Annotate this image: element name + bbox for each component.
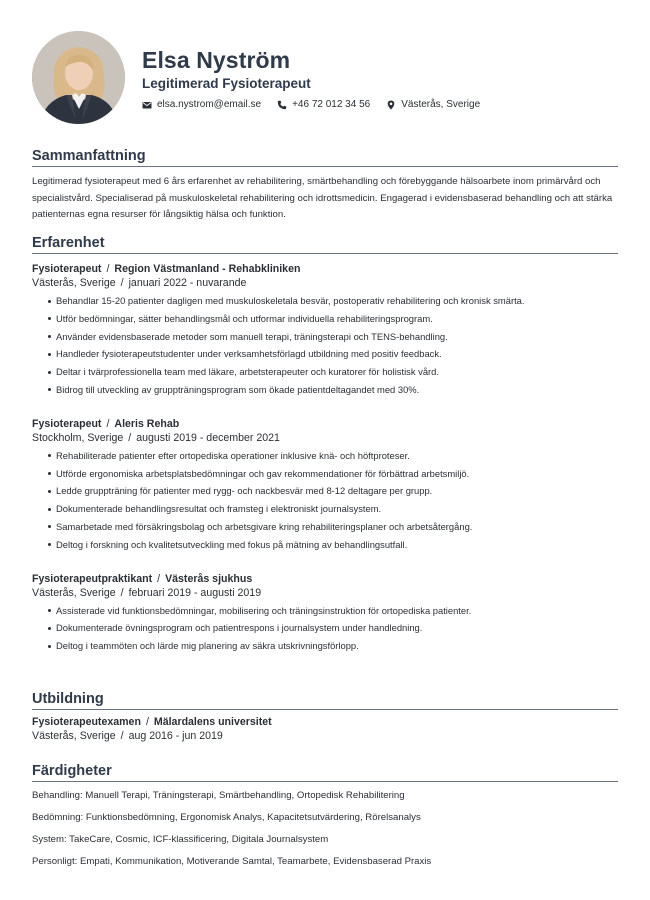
education-section [32,691,618,742]
summary-section [32,148,618,224]
job-employer: Region Västmanland - Rehabkliniken [114,263,301,275]
job-bullets [32,602,618,655]
job-bullets [32,292,618,399]
education-meta-line [32,730,618,742]
email-icon [142,100,152,110]
list-item: Utför bedömningar, sätter behandlingsmål och utformar individuella rehabiliteringsprogram. [48,310,618,328]
education-entry [32,716,618,742]
job-entry [32,573,618,655]
candidate-title: Legitimerad Fysioterapeut [142,76,311,91]
skill-line: System: TakeCare, Cosmic, ICF-klassificering, Digitala Journalsystem [32,834,329,845]
list-item: Handleder fysioterapeutstudenter under verksamhetsförlagd utbildning med positiv feedback. [48,345,618,363]
location-text: Västerås, Sverige [401,99,481,110]
separator: / [120,277,124,289]
list-item: Assisterade vid funktionsbedömningar, mobilisering och träningsinstruktion för ortopediska patienter. [48,602,618,620]
section-heading: Erfarenhet [32,235,618,254]
list-item: Bidrog till utveckling av gruppträningsprogram som ökade patientdeltagandet med 30%. [48,381,618,399]
phone-text[interactable]: +46 72 012 34 56 [292,99,371,110]
education-period: aug 2016 - jun 2019 [128,730,223,742]
separator: / [106,417,110,430]
profile-photo [32,31,125,124]
job-period: februari 2019 - augusti 2019 [128,586,262,599]
contact-location [386,99,480,110]
job-title-line [32,418,618,430]
list-item: Ledde gruppträning för patienter med rygg- och nackbesvär med 8-12 deltagare per grupp. [48,482,618,500]
avatar [32,31,125,124]
job-location: Stockholm, Sverige [32,431,124,444]
resume-header [32,31,622,127]
job-title-line [32,263,618,275]
job-role: Fysioterapeut [32,263,102,275]
summary-text: Legitimerad fysioterapeut med 6 års erfarenhet av rehabilitering, smärtbehandling och förebyggande hälsoarbete inom primärvård och specialistvård. Specialiserad på muskuloskeletal rehabilitering och idrottsmedicin. Engagerad i evidensbaserad behandling och att stärka patienternas egna resurser för långsiktig hälsa och funktion. [32,176,613,221]
separator: / [128,431,132,444]
section-heading: Sammanfattning [32,148,618,167]
skill-line: Bedömning: Funktionsbedömning, Ergonomisk Analys, Kapacitetsutvärdering, Rörelsanalys [32,812,421,823]
job-meta-line [32,587,618,599]
list-item: Dokumenterade behandlingsresultat och framsteg i elektroniskt journalsystem. [48,500,618,518]
separator: / [145,716,149,728]
list-item: Deltar i tvärprofessionella team med läkare, arbetsterapeuter och kuratorer för holistisk vård. [48,363,618,381]
job-employer: Aleris Rehab [114,417,180,430]
skill-line: Personligt: Empati, Kommunikation, Motiverande Samtal, Teamarbete, Evidensbaserad Praxis [32,856,432,867]
job-meta-line [32,432,618,444]
job-location: Västerås, Sverige [32,586,116,599]
job-meta-line [32,277,618,289]
skills-section [32,763,618,867]
contact-phone [277,99,370,110]
separator: / [157,572,161,585]
email-text[interactable]: elsa.nystrom@email.se [157,99,262,110]
education-location: Västerås, Sverige [32,730,116,742]
job-period: januari 2022 - nuvarande [128,277,247,289]
job-role: Fysioterapeutpraktikant [32,572,153,585]
contact-email [142,99,261,110]
job-location: Västerås, Sverige [32,277,116,289]
separator: / [120,730,124,742]
job-bullets [32,447,618,554]
list-item: Använder evidensbaserade metoder som manuell terapi, träningsterapi och TENS-behandling. [48,328,618,346]
list-item: Utförde ergonomiska arbetsplatsbedömningar och gav rekommendationer för förbättrad arbetsmiljö. [48,465,618,483]
list-item: Deltog i teammöten och lärde mig planering av säkra utskrivningsförlopp. [48,637,618,655]
contact-info [142,99,480,110]
separator: / [120,586,124,599]
section-heading: Utbildning [32,691,618,710]
location-pin-icon [386,100,396,110]
list-item: Rehabiliterade patienter efter ortopediska operationer inklusive knä- och höftproteser. [48,447,618,465]
degree: Fysioterapeutexamen [32,716,141,728]
separator: / [106,263,110,275]
experience-section [32,235,618,655]
section-heading: Färdigheter [32,763,618,782]
job-employer: Västerås sjukhus [165,572,253,585]
job-entry [32,263,618,399]
list-item: Deltog i forskning och kvalitetsutveckling med fokus på mätning av behandlingsutfall. [48,536,618,554]
phone-icon [277,100,287,110]
list-item: Samarbetade med försäkringsbolag och arbetsgivare kring rehabiliteringsplaner och arbetsåtergång. [48,518,618,536]
candidate-name: Elsa Nyström [142,47,291,73]
list-item: Dokumenterade övningsprogram och patientrespons i journalsystem under handledning. [48,619,618,637]
job-entry [32,418,618,554]
skill-line: Behandling: Manuell Terapi, Träningsterapi, Smärtbehandling, Ortopedisk Rehabilitering [32,790,405,801]
school: Mälardalens universitet [153,716,272,728]
job-title-line [32,573,618,585]
job-period: augusti 2019 - december 2021 [136,431,280,444]
job-role: Fysioterapeut [32,417,102,430]
list-item: Behandlar 15-20 patienter dagligen med muskuloskeletala besvär, postoperativ rehabilitering och kronisk smärta. [48,292,618,310]
education-title-line [32,716,618,728]
